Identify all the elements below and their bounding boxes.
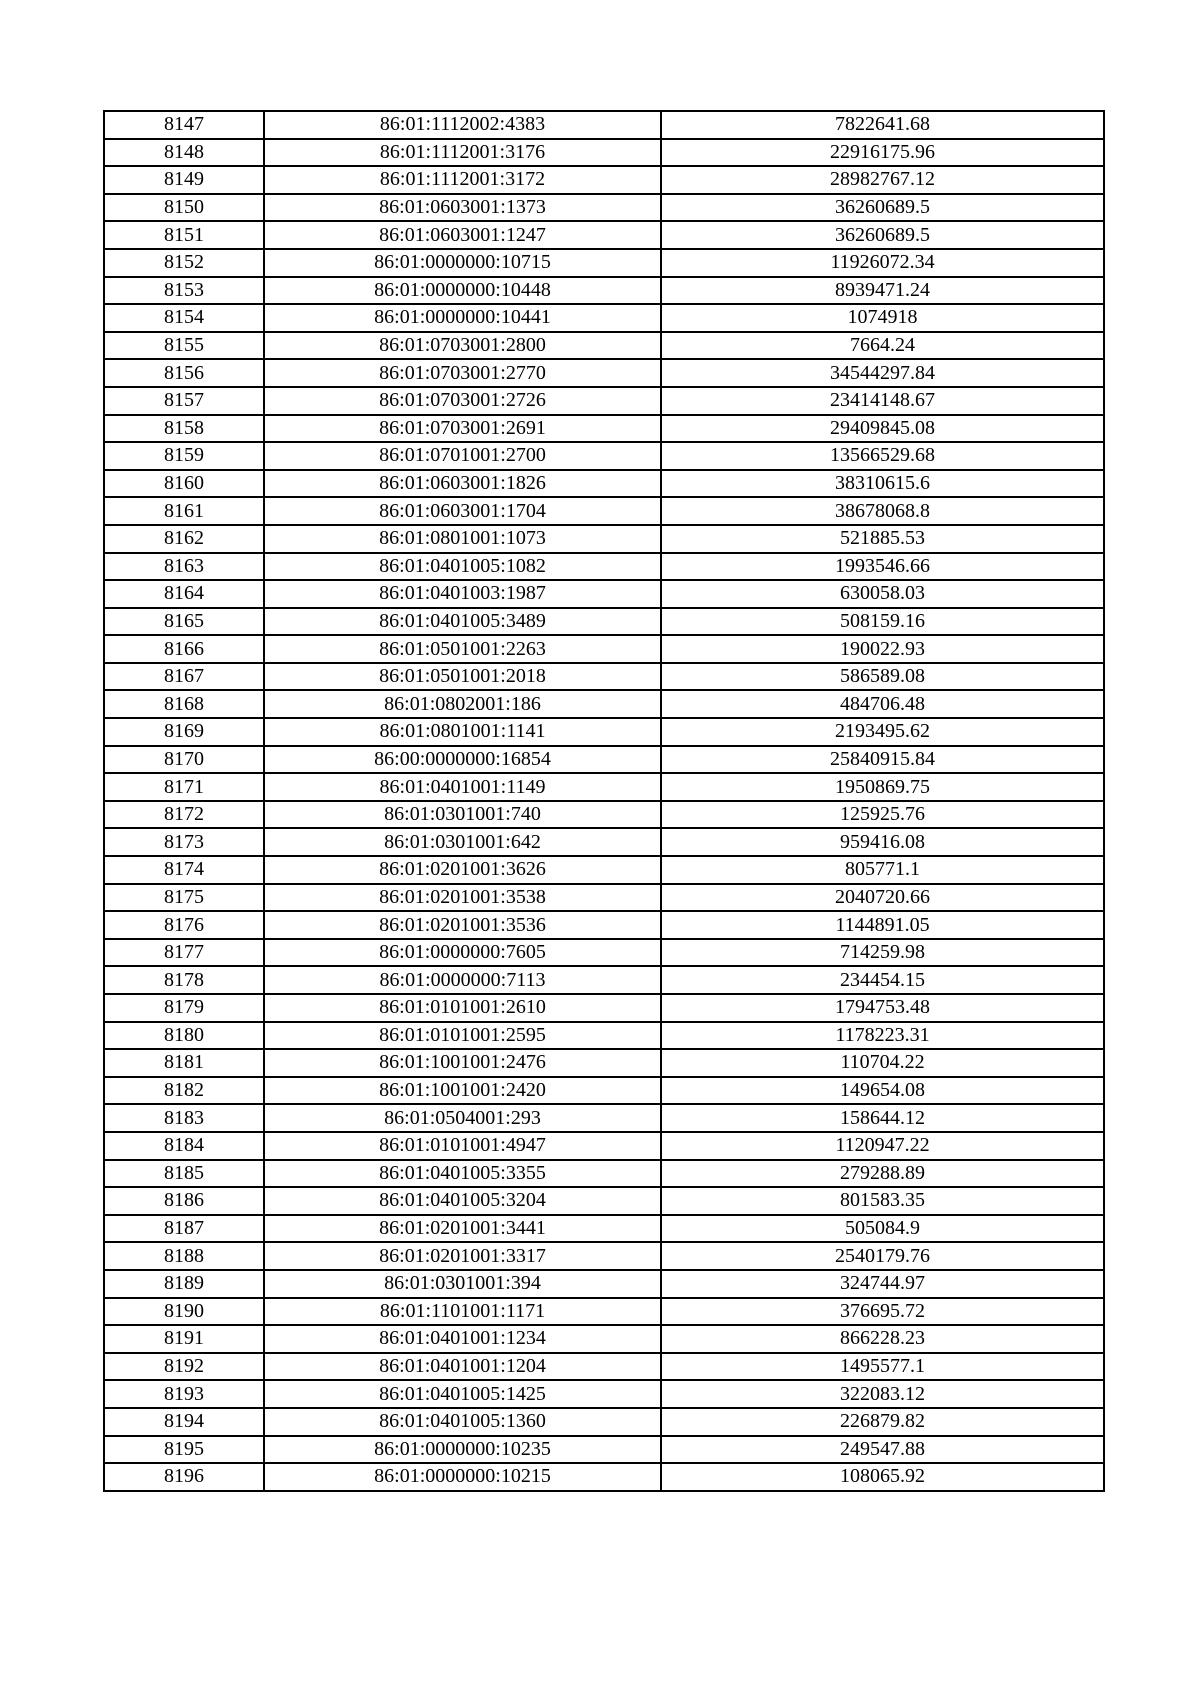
cadastral-number-cell: 86:01:1101001:1171 (264, 1298, 661, 1326)
cadastral-number-cell: 86:01:0603001:1373 (264, 194, 661, 222)
cadastral-value-table (103, 110, 1105, 1492)
row-number-cell: 8166 (104, 635, 264, 663)
row-number-cell: 8154 (104, 304, 264, 332)
table-row (104, 828, 1104, 856)
table-row (104, 111, 1104, 139)
row-number-cell: 8160 (104, 470, 264, 498)
cadastral-number-cell: 86:01:0401005:3489 (264, 608, 661, 636)
cadastral-number-cell: 86:01:1112001:3172 (264, 166, 661, 194)
table-row (104, 1104, 1104, 1132)
row-number-cell: 8164 (104, 580, 264, 608)
row-number-cell: 8186 (104, 1187, 264, 1215)
cadastral-number-cell: 86:01:1112002:4383 (264, 111, 661, 139)
cadastral-value-cell: 484706.48 (661, 690, 1104, 718)
cadastral-value-cell: 1178223.31 (661, 1022, 1104, 1050)
cadastral-number-cell: 86:01:0000000:10715 (264, 249, 661, 277)
row-number-cell: 8194 (104, 1408, 264, 1436)
table-row (104, 525, 1104, 553)
cadastral-value-cell: 249547.88 (661, 1436, 1104, 1464)
row-number-cell: 8181 (104, 1049, 264, 1077)
table-row (104, 1132, 1104, 1160)
table-row (104, 249, 1104, 277)
cadastral-number-cell: 86:01:0401005:3355 (264, 1160, 661, 1188)
cadastral-value-cell: 8939471.24 (661, 277, 1104, 305)
table-row (104, 166, 1104, 194)
row-number-cell: 8161 (104, 497, 264, 525)
row-number-cell: 8184 (104, 1132, 264, 1160)
table-row (104, 884, 1104, 912)
cadastral-number-cell: 86:01:0101001:4947 (264, 1132, 661, 1160)
cadastral-number-cell: 86:01:1112001:3176 (264, 139, 661, 167)
row-number-cell: 8182 (104, 1077, 264, 1105)
cadastral-value-cell: 29409845.08 (661, 415, 1104, 443)
table-row (104, 277, 1104, 305)
cadastral-number-cell: 86:01:0201001:3536 (264, 911, 661, 939)
table-row (104, 1463, 1104, 1491)
table-row (104, 718, 1104, 746)
cadastral-value-cell: 38310615.6 (661, 470, 1104, 498)
table-row (104, 801, 1104, 829)
row-number-cell: 8189 (104, 1270, 264, 1298)
row-number-cell: 8172 (104, 801, 264, 829)
cadastral-value-cell: 2193495.62 (661, 718, 1104, 746)
cadastral-value-cell: 279288.89 (661, 1160, 1104, 1188)
row-number-cell: 8169 (104, 718, 264, 746)
table-row (104, 663, 1104, 691)
cadastral-value-cell: 34544297.84 (661, 359, 1104, 387)
cadastral-number-cell: 86:01:0801001:1073 (264, 525, 661, 553)
cadastral-value-cell: 28982767.12 (661, 166, 1104, 194)
row-number-cell: 8174 (104, 856, 264, 884)
cadastral-value-cell: 1120947.22 (661, 1132, 1104, 1160)
row-number-cell: 8152 (104, 249, 264, 277)
cadastral-number-cell: 86:01:0401001:1204 (264, 1353, 661, 1381)
table-row (104, 856, 1104, 884)
cadastral-number-cell: 86:01:0201001:3441 (264, 1215, 661, 1243)
row-number-cell: 8192 (104, 1353, 264, 1381)
table-row (104, 470, 1104, 498)
cadastral-value-cell: 25840915.84 (661, 746, 1104, 774)
table-row (104, 497, 1104, 525)
table-row (104, 1022, 1104, 1050)
table-row (104, 746, 1104, 774)
cadastral-number-cell: 86:01:0401005:1360 (264, 1408, 661, 1436)
row-number-cell: 8162 (104, 525, 264, 553)
table-row (104, 359, 1104, 387)
row-number-cell: 8173 (104, 828, 264, 856)
table-row (104, 1325, 1104, 1353)
cadastral-number-cell: 86:01:0000000:10441 (264, 304, 661, 332)
table-row (104, 553, 1104, 581)
cadastral-number-cell: 86:01:0401001:1234 (264, 1325, 661, 1353)
row-number-cell: 8165 (104, 608, 264, 636)
row-number-cell: 8156 (104, 359, 264, 387)
table-row (104, 1187, 1104, 1215)
cadastral-number-cell: 86:01:0501001:2263 (264, 635, 661, 663)
table-row (104, 1077, 1104, 1105)
table-row (104, 773, 1104, 801)
table-row (104, 1049, 1104, 1077)
cadastral-number-cell: 86:01:0000000:10215 (264, 1463, 661, 1491)
table-row (104, 1408, 1104, 1436)
cadastral-value-cell: 324744.97 (661, 1270, 1104, 1298)
table-row (104, 690, 1104, 718)
cadastral-value-cell: 1495577.1 (661, 1353, 1104, 1381)
cadastral-value-cell: 7822641.68 (661, 111, 1104, 139)
table-row (104, 1353, 1104, 1381)
cadastral-number-cell: 86:01:0000000:7113 (264, 966, 661, 994)
row-number-cell: 8163 (104, 553, 264, 581)
row-number-cell: 8148 (104, 139, 264, 167)
row-number-cell: 8177 (104, 939, 264, 967)
row-number-cell: 8193 (104, 1380, 264, 1408)
cadastral-number-cell: 86:01:0703001:2726 (264, 387, 661, 415)
cadastral-value-cell: 149654.08 (661, 1077, 1104, 1105)
row-number-cell: 8151 (104, 221, 264, 249)
cadastral-number-cell: 86:01:0504001:293 (264, 1104, 661, 1132)
row-number-cell: 8155 (104, 332, 264, 360)
table-row (104, 139, 1104, 167)
cadastral-value-cell: 959416.08 (661, 828, 1104, 856)
cadastral-value-cell: 11926072.34 (661, 249, 1104, 277)
cadastral-value-cell: 630058.03 (661, 580, 1104, 608)
cadastral-value-cell: 1074918 (661, 304, 1104, 332)
table-row (104, 911, 1104, 939)
row-number-cell: 8147 (104, 111, 264, 139)
cadastral-value-cell: 1144891.05 (661, 911, 1104, 939)
cadastral-number-cell: 86:01:0703001:2800 (264, 332, 661, 360)
cadastral-value-cell: 1950869.75 (661, 773, 1104, 801)
cadastral-value-cell: 22916175.96 (661, 139, 1104, 167)
cadastral-value-cell: 2040720.66 (661, 884, 1104, 912)
row-number-cell: 8188 (104, 1242, 264, 1270)
table-row (104, 1242, 1104, 1270)
table-row (104, 1160, 1104, 1188)
cadastral-value-cell: 36260689.5 (661, 194, 1104, 222)
cadastral-number-cell: 86:01:0401005:1082 (264, 553, 661, 581)
table-body (104, 111, 1104, 1491)
table-row (104, 194, 1104, 222)
cadastral-value-cell: 805771.1 (661, 856, 1104, 884)
row-number-cell: 8195 (104, 1436, 264, 1464)
cadastral-value-cell: 508159.16 (661, 608, 1104, 636)
row-number-cell: 8196 (104, 1463, 264, 1491)
cadastral-number-cell: 86:01:0101001:2595 (264, 1022, 661, 1050)
cadastral-value-cell: 190022.93 (661, 635, 1104, 663)
cadastral-value-cell: 226879.82 (661, 1408, 1104, 1436)
document-page (103, 110, 1103, 1492)
row-number-cell: 8159 (104, 442, 264, 470)
cadastral-number-cell: 86:01:1001001:2476 (264, 1049, 661, 1077)
table-row (104, 608, 1104, 636)
cadastral-number-cell: 86:01:0401003:1987 (264, 580, 661, 608)
row-number-cell: 8175 (104, 884, 264, 912)
row-number-cell: 8185 (104, 1160, 264, 1188)
cadastral-number-cell: 86:01:0000000:10448 (264, 277, 661, 305)
cadastral-number-cell: 86:01:0701001:2700 (264, 442, 661, 470)
row-number-cell: 8170 (104, 746, 264, 774)
row-number-cell: 8180 (104, 1022, 264, 1050)
cadastral-number-cell: 86:01:0801001:1141 (264, 718, 661, 746)
row-number-cell: 8178 (104, 966, 264, 994)
row-number-cell: 8149 (104, 166, 264, 194)
table-row (104, 939, 1104, 967)
cadastral-value-cell: 234454.15 (661, 966, 1104, 994)
row-number-cell: 8191 (104, 1325, 264, 1353)
cadastral-value-cell: 38678068.8 (661, 497, 1104, 525)
table-row (104, 304, 1104, 332)
cadastral-number-cell: 86:01:0703001:2770 (264, 359, 661, 387)
cadastral-number-cell: 86:01:0401001:1149 (264, 773, 661, 801)
cadastral-number-cell: 86:01:0000000:10235 (264, 1436, 661, 1464)
table-row (104, 1298, 1104, 1326)
cadastral-value-cell: 13566529.68 (661, 442, 1104, 470)
table-row (104, 332, 1104, 360)
cadastral-number-cell: 86:01:0201001:3538 (264, 884, 661, 912)
cadastral-value-cell: 376695.72 (661, 1298, 1104, 1326)
table-row (104, 221, 1104, 249)
cadastral-value-cell: 801583.35 (661, 1187, 1104, 1215)
cadastral-value-cell: 108065.92 (661, 1463, 1104, 1491)
cadastral-value-cell: 2540179.76 (661, 1242, 1104, 1270)
row-number-cell: 8171 (104, 773, 264, 801)
table-row (104, 635, 1104, 663)
row-number-cell: 8183 (104, 1104, 264, 1132)
table-row (104, 1380, 1104, 1408)
cadastral-number-cell: 86:01:0603001:1704 (264, 497, 661, 525)
row-number-cell: 8153 (104, 277, 264, 305)
row-number-cell: 8157 (104, 387, 264, 415)
cadastral-value-cell: 866228.23 (661, 1325, 1104, 1353)
cadastral-number-cell: 86:01:0703001:2691 (264, 415, 661, 443)
row-number-cell: 8168 (104, 690, 264, 718)
cadastral-value-cell: 110704.22 (661, 1049, 1104, 1077)
cadastral-value-cell: 7664.24 (661, 332, 1104, 360)
cadastral-value-cell: 158644.12 (661, 1104, 1104, 1132)
table-row (104, 1436, 1104, 1464)
cadastral-number-cell: 86:01:0603001:1247 (264, 221, 661, 249)
row-number-cell: 8179 (104, 994, 264, 1022)
cadastral-number-cell: 86:01:0401005:3204 (264, 1187, 661, 1215)
cadastral-number-cell: 86:01:0301001:394 (264, 1270, 661, 1298)
row-number-cell: 8167 (104, 663, 264, 691)
cadastral-value-cell: 714259.98 (661, 939, 1104, 967)
row-number-cell: 8187 (104, 1215, 264, 1243)
table-row (104, 580, 1104, 608)
cadastral-number-cell: 86:01:0201001:3317 (264, 1242, 661, 1270)
table-row (104, 387, 1104, 415)
row-number-cell: 8158 (104, 415, 264, 443)
cadastral-number-cell: 86:01:1001001:2420 (264, 1077, 661, 1105)
cadastral-number-cell: 86:01:0301001:642 (264, 828, 661, 856)
cadastral-number-cell: 86:01:0301001:740 (264, 801, 661, 829)
cadastral-value-cell: 1794753.48 (661, 994, 1104, 1022)
cadastral-number-cell: 86:01:0401005:1425 (264, 1380, 661, 1408)
table-row (104, 1270, 1104, 1298)
table-row (104, 994, 1104, 1022)
cadastral-number-cell: 86:00:0000000:16854 (264, 746, 661, 774)
row-number-cell: 8176 (104, 911, 264, 939)
cadastral-value-cell: 521885.53 (661, 525, 1104, 553)
cadastral-number-cell: 86:01:0603001:1826 (264, 470, 661, 498)
row-number-cell: 8190 (104, 1298, 264, 1326)
table-row (104, 966, 1104, 994)
cadastral-value-cell: 586589.08 (661, 663, 1104, 691)
cadastral-number-cell: 86:01:0501001:2018 (264, 663, 661, 691)
cadastral-number-cell: 86:01:0201001:3626 (264, 856, 661, 884)
cadastral-value-cell: 1993546.66 (661, 553, 1104, 581)
cadastral-value-cell: 505084.9 (661, 1215, 1104, 1243)
cadastral-value-cell: 322083.12 (661, 1380, 1104, 1408)
table-row (104, 1215, 1104, 1243)
cadastral-number-cell: 86:01:0000000:7605 (264, 939, 661, 967)
cadastral-value-cell: 23414148.67 (661, 387, 1104, 415)
cadastral-number-cell: 86:01:0802001:186 (264, 690, 661, 718)
row-number-cell: 8150 (104, 194, 264, 222)
table-row (104, 442, 1104, 470)
table-row (104, 415, 1104, 443)
cadastral-value-cell: 36260689.5 (661, 221, 1104, 249)
cadastral-number-cell: 86:01:0101001:2610 (264, 994, 661, 1022)
cadastral-value-cell: 125925.76 (661, 801, 1104, 829)
